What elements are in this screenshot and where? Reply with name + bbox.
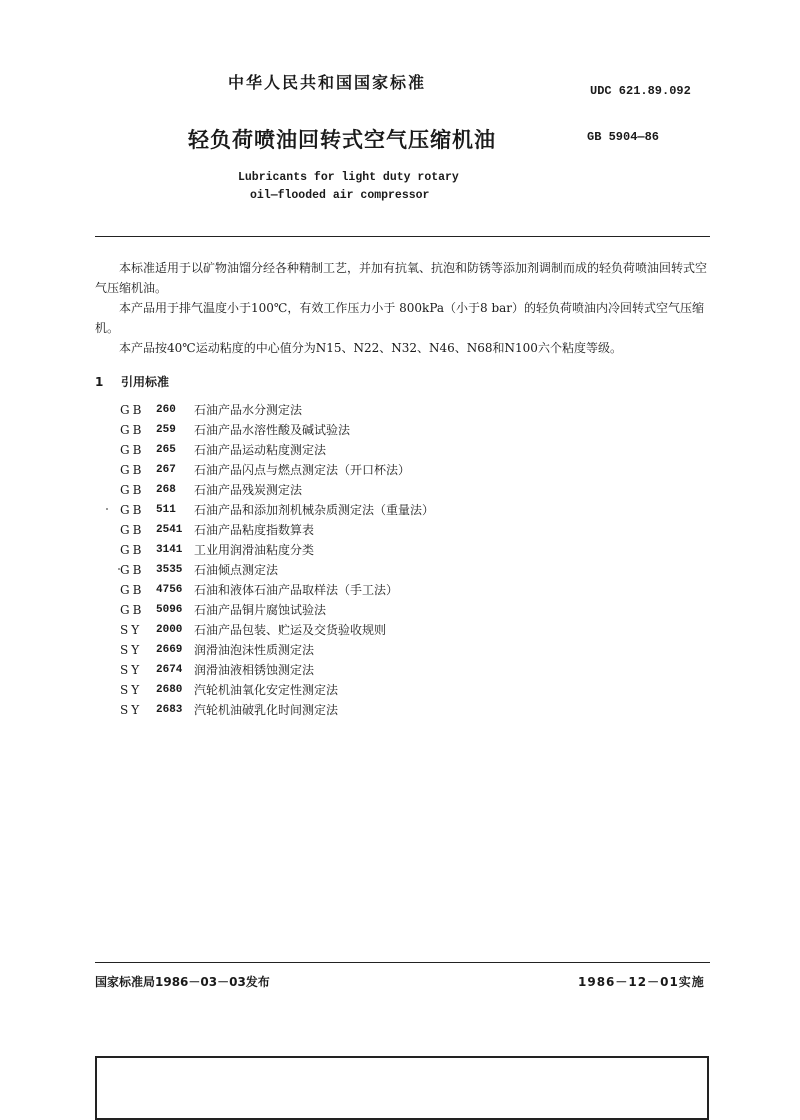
standard-list-item [120, 480, 434, 500]
referenced-standards-list [120, 400, 434, 720]
standard-list-item [120, 560, 434, 580]
standard-list-item [120, 440, 434, 460]
standard-list-item [120, 500, 434, 520]
standard-name: 石油产品铜片腐蚀试验法 [194, 603, 327, 617]
standard-name: 石油产品运动粘度测定法 [194, 443, 327, 457]
standard-code: 260 [156, 404, 176, 416]
standard-name: 润滑油泡沫性质测定法 [194, 643, 315, 657]
standard-prefix: SY [120, 643, 143, 657]
udc-number: UDC 621.89.092 [590, 84, 691, 98]
standard-code: 5096 [156, 604, 183, 616]
standard-prefix: SY [120, 683, 143, 697]
standard-name: 工业用润滑油粘度分类 [194, 543, 315, 557]
issued-date: 国家标准局1986－03－03发布 [95, 975, 270, 989]
title-en-line-1: Lubricants for light duty rotary [238, 171, 459, 184]
standard-code: 511 [156, 504, 176, 516]
standard-list-item [120, 400, 434, 420]
standard-prefix: GB [120, 563, 145, 577]
standard-name: 润滑油液相锈蚀测定法 [194, 663, 315, 677]
bottom-frame [95, 1056, 709, 1120]
standard-code: 2680 [156, 684, 183, 696]
standard-list-item [120, 460, 434, 480]
standard-prefix: GB [120, 603, 145, 617]
scan-speck [106, 508, 108, 510]
document-title-en [238, 169, 459, 205]
implementation-date: 1986－12－01实施 [578, 975, 705, 989]
standard-list-item [120, 700, 434, 720]
standard-name: 石油和液体石油产品取样法（手工法） [194, 583, 399, 597]
standard-list-item [120, 620, 434, 640]
standard-prefix: GB [120, 543, 145, 557]
intro-paragraph-2: 本产品用于排气温度小于100℃，有效工作压力小于 800kPa（小于8 bar）的轻负荷喷油内冷回转式空气压缩机。 [95, 301, 705, 335]
intro-paragraph-1: 本标准适用于以矿物油馏分经各种精制工艺，并加有抗氧、抗泡和防锈等添加剂调制而成的轻负荷喷油回转式空气压缩机油。 [95, 261, 708, 295]
standard-prefix: SY [120, 663, 143, 677]
standard-list-item [120, 660, 434, 680]
standard-list-item [120, 540, 434, 560]
standard-name: 石油倾点测定法 [194, 563, 279, 577]
standard-list-item [120, 420, 434, 440]
standard-code: 2674 [156, 664, 183, 676]
top-divider [95, 236, 710, 237]
scan-speck [118, 568, 120, 570]
standard-name: 汽轮机油破乳化时间测定法 [194, 703, 339, 717]
standard-prefix: GB [120, 583, 145, 597]
standard-name: 石油产品水溶性酸及碱试验法 [194, 423, 351, 437]
section-1-title: 引用标准 [121, 375, 170, 389]
standard-code: 2669 [156, 644, 183, 656]
standard-list-item [120, 640, 434, 660]
section-1-heading [95, 373, 169, 390]
standard-prefix: GB [120, 523, 145, 537]
standard-prefix: SY [120, 703, 143, 717]
standard-prefix: GB [120, 483, 145, 497]
standard-code: 268 [156, 484, 176, 496]
standard-prefix: GB [120, 463, 145, 477]
standard-code: 3141 [156, 544, 183, 556]
standard-name: 汽轮机油氧化安定性测定法 [194, 683, 339, 697]
standard-name: 石油产品和添加剂机械杂质测定法（重量法） [194, 503, 435, 517]
standard-prefix: GB [120, 403, 145, 417]
standard-code: 2541 [156, 524, 183, 536]
standard-code: 265 [156, 444, 176, 456]
title-en-line-2: oil—flooded air compressor [250, 189, 430, 202]
standard-list-item [120, 600, 434, 620]
section-1-number: 1 [95, 375, 104, 389]
standard-code: 2000 [156, 624, 183, 636]
standard-name: 石油产品残炭测定法 [194, 483, 303, 497]
standard-name: 石油产品闪点与燃点测定法（开口杯法） [194, 463, 411, 477]
standard-prefix: GB [120, 503, 145, 517]
national-standard-heading: 中华人民共和国国家标准 [228, 73, 427, 92]
bottom-divider [95, 962, 710, 963]
standard-prefix: GB [120, 423, 145, 437]
standard-name: 石油产品包装、贮运及交货验收规则 [194, 623, 387, 637]
document-title-cn: 轻负荷喷油回转式空气压缩机油 [188, 128, 496, 152]
standard-code: 259 [156, 424, 176, 436]
standard-code: 3535 [156, 564, 183, 576]
standard-prefix: SY [120, 623, 143, 637]
standard-name: 石油产品粘度指数算表 [194, 523, 315, 537]
standard-code: 2683 [156, 704, 183, 716]
standard-code: 267 [156, 464, 176, 476]
intro-section [95, 258, 713, 358]
standard-code: 4756 [156, 584, 183, 596]
standard-name: 石油产品水分测定法 [194, 403, 303, 417]
standard-list-item [120, 680, 434, 700]
standard-prefix: GB [120, 443, 145, 457]
standard-list-item [120, 580, 434, 600]
standard-list-item [120, 520, 434, 540]
gb-standard-number: GB 5904—86 [587, 130, 660, 144]
intro-paragraph-3: 本产品按40℃运动粘度的中心值分为N15、N22、N32、N46、N68和N100六个粘度等级。 [119, 341, 622, 355]
